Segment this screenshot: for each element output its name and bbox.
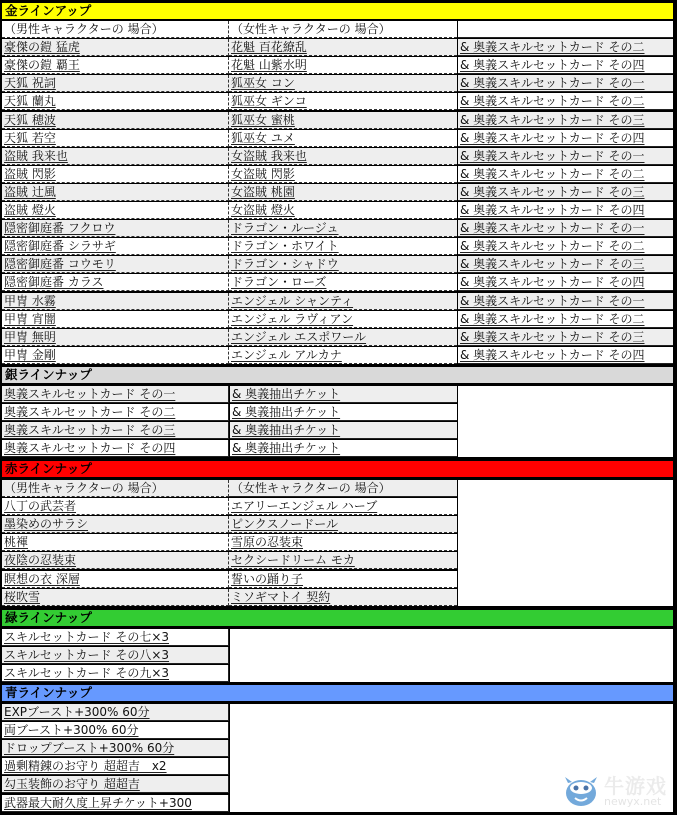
silver-lineup-header: 銀ラインナップ bbox=[2, 367, 673, 383]
bonus-item-cell: & 奥義スキルセットカード その四 bbox=[458, 202, 673, 219]
male-costume-cell: 豪傑の鎧 猛虎 bbox=[2, 39, 229, 56]
bonus-item-cell: & 奥義スキルセットカード その一 bbox=[458, 220, 673, 237]
bonus-item-cell: & 奥義スキルセットカード その三 bbox=[458, 329, 673, 346]
male-costume-cell: 盗賊 我来也 bbox=[2, 148, 229, 165]
bonus-item-cell: & 奥義スキルセットカード その一 bbox=[458, 293, 673, 310]
male-costume-cell: 天狐 蘭丸 bbox=[2, 93, 229, 110]
bonus-item-cell: & 奥義スキルセットカード その一 bbox=[458, 75, 673, 92]
female-costume-cell: 女盗賊 桃園 bbox=[229, 184, 457, 201]
male-column-header: （男性キャラクターの 場合） bbox=[2, 480, 229, 497]
male-costume-cell: 盗賊 燈火 bbox=[2, 202, 229, 219]
bonus-item-cell: & 奥義スキルセットカード その四 bbox=[458, 347, 673, 364]
silver-empty-area bbox=[458, 386, 673, 457]
boost-item-cell: EXPブースト+300% 60分 bbox=[2, 704, 229, 721]
female-costume-cell: ミソギマトイ 契約 bbox=[229, 589, 457, 606]
male-costume-cell: 天狐 若空 bbox=[2, 130, 229, 147]
boost-item-cell: 武器最大耐久度上昇チケット+300 bbox=[2, 795, 229, 812]
bonus-item-cell: & 奥義スキルセットカード その三 bbox=[458, 184, 673, 201]
skill-card-cell: スキルセットカード その八×3 bbox=[2, 647, 229, 664]
bonus-item-cell: & 奥義スキルセットカード その四 bbox=[458, 57, 673, 74]
female-costume-cell: 狐巫女 コン bbox=[229, 75, 457, 92]
red-lineup-header: 赤ラインナップ bbox=[2, 461, 673, 477]
male-costume-cell: 隠密御庭番 フクロウ bbox=[2, 220, 229, 237]
male-costume-cell: 甲冑 宵闇 bbox=[2, 311, 229, 328]
female-costume-cell: 誓いの踊り子 bbox=[229, 571, 457, 588]
boost-item-cell: 過剰精錬のお守り 超超吉 x2 bbox=[2, 758, 229, 775]
male-costume-cell: 豪傑の鎧 覇王 bbox=[2, 57, 229, 74]
female-costume-cell: 雪原の忍装束 bbox=[229, 534, 457, 551]
boost-item-cell: 両ブースト+300% 60分 bbox=[2, 722, 229, 739]
bonus-item-cell: & 奥義スキルセットカード その二 bbox=[458, 238, 673, 255]
female-costume-cell: エンジェル エスポワール bbox=[229, 329, 457, 346]
male-costume-cell: 桜吹雪 bbox=[2, 589, 229, 606]
boost-item-cell: ドロップブースト+300% 60分 bbox=[2, 740, 229, 757]
male-costume-cell: 天狐 祝詞 bbox=[2, 75, 229, 92]
female-costume-cell: 女盗賊 閃影 bbox=[229, 166, 457, 183]
male-costume-cell: 盗賊 辻風 bbox=[2, 184, 229, 201]
red-empty-area bbox=[458, 480, 673, 606]
female-costume-cell: ドラゴン・ローズ bbox=[229, 274, 457, 291]
female-costume-cell: ドラゴン・ホワイト bbox=[229, 238, 457, 255]
skill-card-cell: 奥義スキルセットカード その三 bbox=[2, 422, 229, 439]
bonus-item-cell: & 奥義スキルセットカード その二 bbox=[458, 311, 673, 328]
gold-lineup-header: 金ラインアップ bbox=[2, 3, 673, 19]
male-costume-cell: 盗賊 閃影 bbox=[2, 166, 229, 183]
male-costume-cell: 甲冑 水霧 bbox=[2, 293, 229, 310]
female-costume-cell: 狐巫女 ユメ bbox=[229, 130, 457, 147]
skill-card-cell: 奥義スキルセットカード その二 bbox=[2, 404, 229, 421]
female-costume-cell: 女盗賊 燈火 bbox=[229, 202, 457, 219]
bonus-ticket-cell: & 奥義抽出チケット bbox=[230, 404, 457, 421]
female-costume-cell: ピンクスノードール bbox=[229, 516, 457, 533]
bonus-item-cell: & 奥義スキルセットカード その一 bbox=[458, 148, 673, 165]
female-costume-cell: エンジェル シャンティ bbox=[229, 293, 457, 310]
skill-card-cell: 奥義スキルセットカード その四 bbox=[2, 440, 229, 457]
bonus-item-cell: & 奥義スキルセットカード その二 bbox=[458, 93, 673, 110]
female-column-header: （女性キャラクターの 場合） bbox=[229, 21, 457, 38]
watermark-cn: 牛游戏 bbox=[604, 774, 667, 798]
cow-mascot-icon bbox=[562, 777, 600, 807]
bonus-item-cell: & 奥義スキルセットカード その二 bbox=[458, 39, 673, 56]
bonus-item-cell: & 奥義スキルセットカード その四 bbox=[458, 274, 673, 291]
male-costume-cell: 隠密御庭番 コウモリ bbox=[2, 256, 229, 273]
female-costume-cell: セクシードリーム モカ bbox=[229, 552, 457, 569]
bonus-item-cell: & 奥義スキルセットカード その二 bbox=[458, 166, 673, 183]
bonus-item-cell: & 奥義スキルセットカード その三 bbox=[458, 112, 673, 129]
female-costume-cell: エンジェル ラヴィアン bbox=[229, 311, 457, 328]
skill-card-cell: スキルセットカード その七×3 bbox=[2, 629, 229, 646]
green-lineup-header: 緑ラインナップ bbox=[2, 610, 673, 626]
male-costume-cell: 甲冑 無明 bbox=[2, 329, 229, 346]
female-costume-cell: ドラゴン・ルージュ bbox=[229, 220, 457, 237]
female-costume-cell: ドラゴン・シャドウ bbox=[229, 256, 457, 273]
female-costume-cell: エアリーエンジェル ハーブ bbox=[229, 498, 457, 515]
female-costume-cell: エンジェル アルカナ bbox=[229, 347, 457, 364]
bonus-ticket-cell: & 奥義抽出チケット bbox=[230, 440, 457, 457]
bonus-item-cell: & 奥義スキルセットカード その四 bbox=[458, 130, 673, 147]
male-costume-cell: 八丁の武芸者 bbox=[2, 498, 229, 515]
male-costume-cell: 瞑想の衣 深層 bbox=[2, 571, 229, 588]
green-empty-area bbox=[230, 629, 673, 682]
male-costume-cell: 桃褌 bbox=[2, 534, 229, 551]
male-costume-cell: 隠密御庭番 カラス bbox=[2, 274, 229, 291]
male-column-header: （男性キャラクターの 場合） bbox=[2, 21, 229, 38]
bonus-ticket-cell: & 奥義抽出チケット bbox=[230, 386, 457, 403]
female-costume-cell: 狐巫女 ギンコ bbox=[229, 93, 457, 110]
blue-lineup-header: 青ラインナップ bbox=[2, 685, 673, 701]
bonus-ticket-cell: & 奥義抽出チケット bbox=[230, 422, 457, 439]
female-column-header: （女性キャラクターの 場合） bbox=[229, 480, 457, 497]
female-costume-cell: 女盗賊 我来也 bbox=[229, 148, 457, 165]
watermark bbox=[562, 776, 667, 807]
boost-item-cell: 勾玉装飾のお守り 超超吉 bbox=[2, 776, 229, 793]
male-costume-cell: 隠密御庭番 シラサギ bbox=[2, 238, 229, 255]
skill-card-cell: 奥義スキルセットカード その一 bbox=[2, 386, 229, 403]
skill-card-cell: スキルセットカード その九×3 bbox=[2, 665, 229, 682]
watermark-en: newyx.net bbox=[604, 795, 662, 808]
female-costume-cell: 狐巫女 蜜桃 bbox=[229, 112, 457, 129]
female-costume-cell: 花魁 百花繚乱 bbox=[229, 39, 457, 56]
male-costume-cell: 甲冑 金剛 bbox=[2, 347, 229, 364]
male-costume-cell: 墨染めのサラシ bbox=[2, 516, 229, 533]
bonus-item-cell: & 奥義スキルセットカード その三 bbox=[458, 256, 673, 273]
female-costume-cell: 花魁 山紫水明 bbox=[229, 57, 457, 74]
male-costume-cell: 天狐 穂波 bbox=[2, 112, 229, 129]
bonus-column-header bbox=[458, 21, 673, 38]
male-costume-cell: 夜陰の忍装束 bbox=[2, 552, 229, 569]
